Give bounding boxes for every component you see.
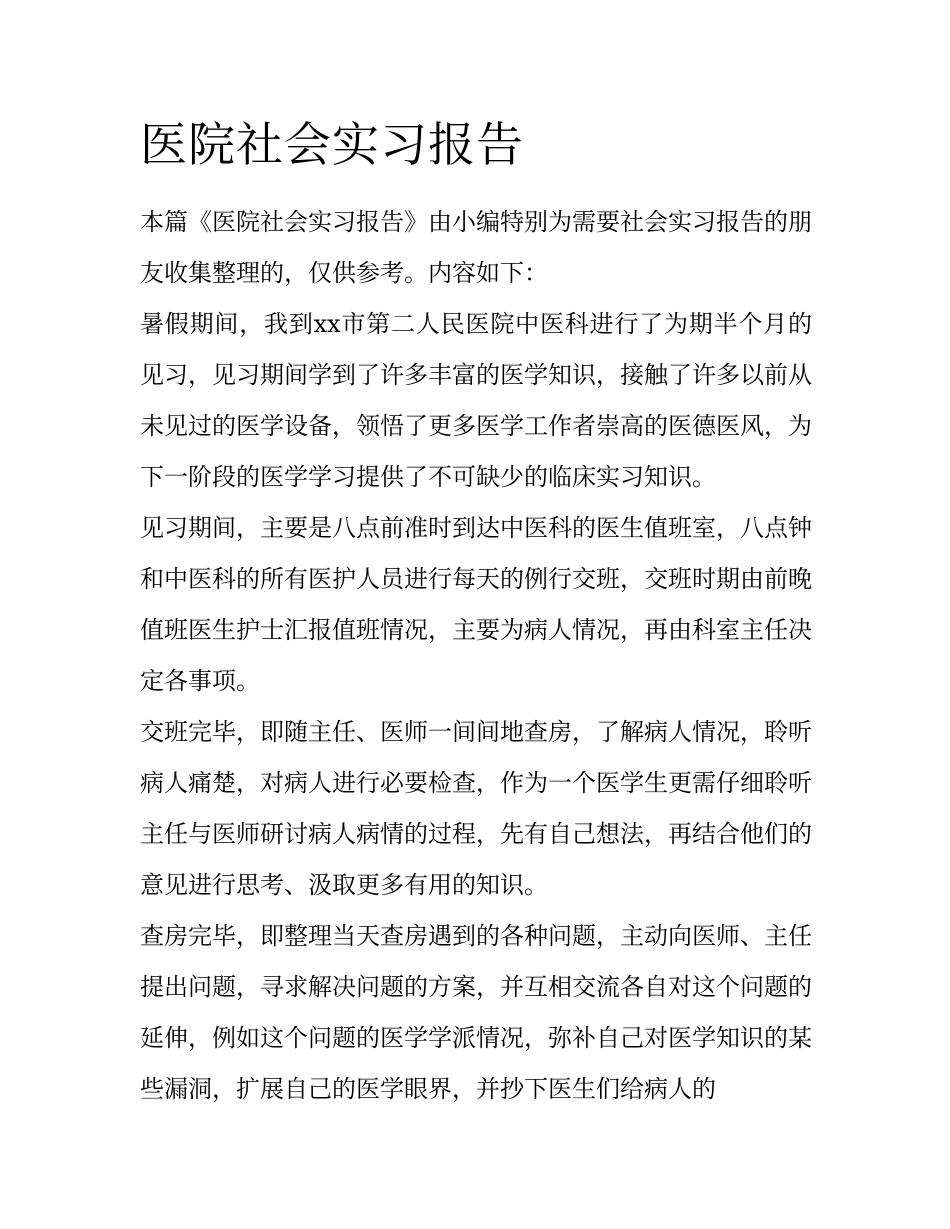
document-title: 医院社会实习报告 xyxy=(140,118,524,173)
paragraph-summer-internship: 暑假期间，我到xx市第二人民医院中医科进行了为期半个月的见习，见习期间学到了许多丰富的医学知识，接触了许多以前从未见过的医学设备，领悟了更多医学工作者崇高的医德医风，为下一阶段的医学学习提供了不可缺少的临床实习知识。 xyxy=(140,310,812,491)
paragraph-ward-rounds: 交班完毕，即随主任、医师一间间地查房，了解病人情况，聆听病人痛楚，对病人进行必要检查，作为一个医学生更需仔细聆听主任与医师研讨病人病情的过程，先有自己想法，再结合他们的意见进行思考、汲取更多有用的知识。 xyxy=(140,718,812,899)
paragraph-intro: 本篇《医院社会实习报告》由小编特别为需要社会实习报告的朋友收集整理的，仅供参考。内容如下： xyxy=(140,208,812,287)
document-body xyxy=(140,197,812,1115)
paragraph-after-rounds: 查房完毕，即整理当天查房遇到的各种问题，主动向医师、主任提出问题，寻求解决问题的方案，并互相交流各自对这个问题的延伸，例如这个问题的医学学派情况，弥补自己对医学知识的某些漏洞，扩展自己的医学眼界，并抄下医生们给病人的 xyxy=(140,922,812,1103)
paragraph-shift-handover: 见习期间，主要是八点前准时到达中医科的医生值班室，八点钟和中医科的所有医护人员进行每天的例行交班，交班时期由前晚值班医生护士汇报值班情况，主要为病人情况，再由科室主任决定各事项。 xyxy=(140,514,812,695)
